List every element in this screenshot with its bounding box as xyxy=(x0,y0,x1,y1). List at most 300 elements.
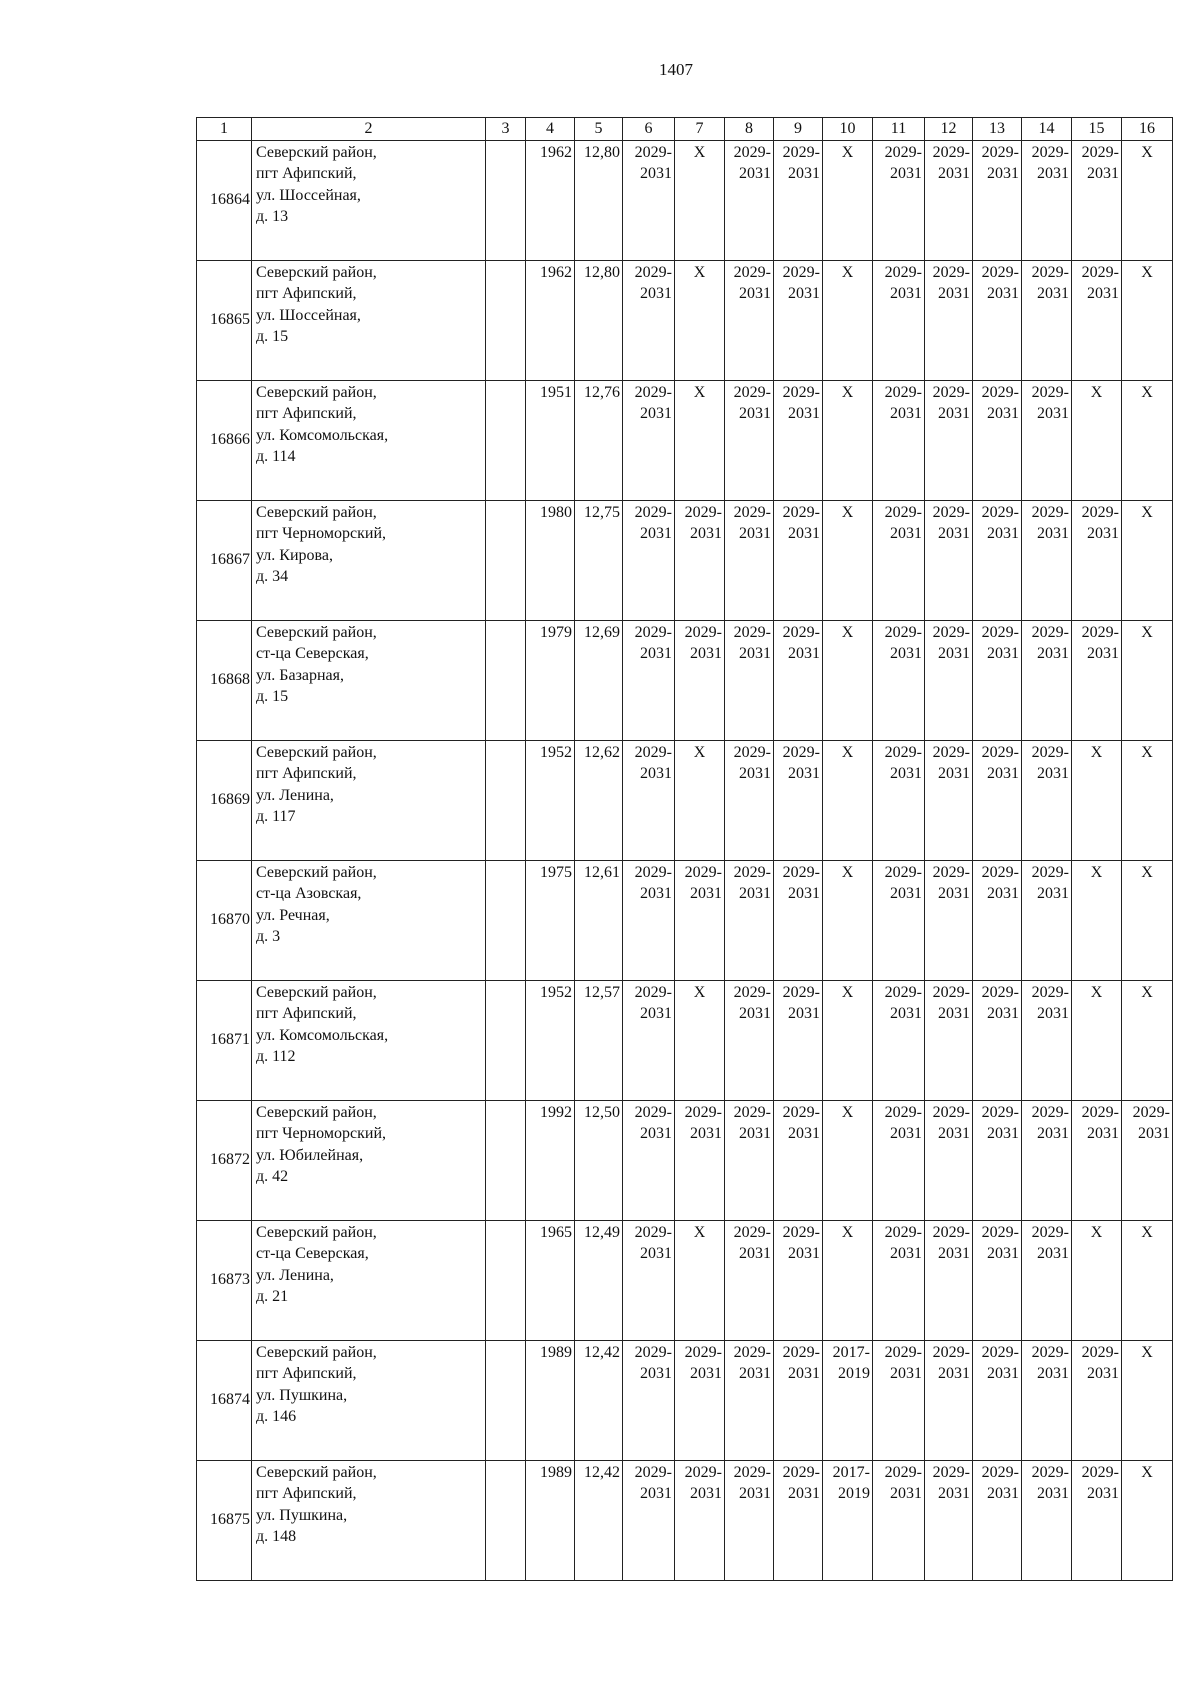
period-line: 2031 xyxy=(890,1485,922,1503)
period-cell xyxy=(774,1340,823,1460)
period-line: 2031 xyxy=(1037,525,1069,543)
period-cell xyxy=(1072,620,1122,740)
address-cell xyxy=(252,1340,486,1460)
period-line: 2031 xyxy=(690,1485,722,1503)
address-line: ст-ца Северская, xyxy=(256,645,369,663)
table-row xyxy=(197,1220,1173,1340)
period-line: 2031 xyxy=(987,285,1019,303)
column-3-cell xyxy=(486,260,526,380)
table-row xyxy=(197,380,1173,500)
period-line: 2029- xyxy=(1031,863,1069,881)
period-line: 2031 xyxy=(690,1125,722,1143)
period-line: 2029- xyxy=(884,1103,922,1121)
period-line: 2029- xyxy=(782,863,820,881)
period-cell xyxy=(774,380,823,500)
period-cell xyxy=(1022,1460,1072,1580)
year-cell: 1962 xyxy=(526,260,575,380)
value-cell: 12,80 xyxy=(575,260,623,380)
period-cell: X xyxy=(1072,980,1122,1100)
address-line: Северский район, xyxy=(256,1103,377,1121)
period-line: 2031 xyxy=(640,1005,672,1023)
period-cell: X xyxy=(1122,380,1173,500)
period-line: 2029- xyxy=(932,743,970,761)
period-cell xyxy=(774,1220,823,1340)
address-line: Северский район, xyxy=(256,743,377,761)
period-line: 2031 xyxy=(739,645,771,663)
address-line: ул. Речная, xyxy=(256,906,330,924)
column-header-2: 2 xyxy=(252,118,486,141)
period-cell xyxy=(1022,380,1072,500)
address-cell xyxy=(252,1220,486,1340)
period-line: 2029- xyxy=(684,1463,722,1481)
period-cell: X xyxy=(1122,140,1173,260)
year-cell: 1965 xyxy=(526,1220,575,1340)
period-line: 2031 xyxy=(788,285,820,303)
period-line: 2031 xyxy=(1087,285,1119,303)
period-line: 2029- xyxy=(884,383,922,401)
period-line: 2029- xyxy=(634,503,672,521)
period-line: 2031 xyxy=(1087,1125,1119,1143)
period-line: 2029- xyxy=(782,1463,820,1481)
period-line: 2029- xyxy=(1031,743,1069,761)
address-line: д. 34 xyxy=(256,568,289,586)
period-line: 2029- xyxy=(782,1103,820,1121)
column-header-6: 6 xyxy=(623,118,675,141)
period-cell xyxy=(873,1460,925,1580)
period-line: 2031 xyxy=(690,885,722,903)
address-line: ул. Шоссейная, xyxy=(256,186,361,204)
period-line: 2029- xyxy=(634,383,672,401)
period-line: 2031 xyxy=(1087,645,1119,663)
address-line: ул. Комсомольская, xyxy=(256,426,389,444)
row-number: 16868 xyxy=(197,620,252,740)
period-line: 2031 xyxy=(739,765,771,783)
period-cell xyxy=(774,980,823,1100)
period-cell xyxy=(623,980,675,1100)
row-number: 16874 xyxy=(197,1340,252,1460)
period-cell xyxy=(973,380,1022,500)
address-line: ст-ца Северская, xyxy=(256,1245,369,1263)
period-cell: X xyxy=(823,740,873,860)
period-cell xyxy=(725,740,774,860)
period-line: 2031 xyxy=(890,765,922,783)
period-line: 2031 xyxy=(987,165,1019,183)
period-line: 2029- xyxy=(1031,1463,1069,1481)
period-cell xyxy=(774,140,823,260)
column-header-12: 12 xyxy=(925,118,973,141)
period-cell xyxy=(925,380,973,500)
period-cell: X xyxy=(1122,260,1173,380)
period-cell xyxy=(925,260,973,380)
value-cell: 12,61 xyxy=(575,860,623,980)
period-cell: X xyxy=(1122,1220,1173,1340)
period-cell xyxy=(873,1220,925,1340)
period-line: 2031 xyxy=(938,1005,970,1023)
period-cell xyxy=(973,1220,1022,1340)
period-cell xyxy=(675,860,725,980)
period-line: 2031 xyxy=(1037,1245,1069,1263)
column-header-4: 4 xyxy=(526,118,575,141)
period-line: 2031 xyxy=(890,1125,922,1143)
period-cell xyxy=(873,860,925,980)
period-line: 2029- xyxy=(684,623,722,641)
address-line: Северский район, xyxy=(256,263,377,281)
row-number: 16871 xyxy=(197,980,252,1100)
period-line: 2031 xyxy=(890,1365,922,1383)
period-line: 2031 xyxy=(739,1245,771,1263)
period-cell xyxy=(873,1100,925,1220)
period-line: 2029- xyxy=(932,1343,970,1361)
period-cell xyxy=(623,860,675,980)
period-cell xyxy=(873,140,925,260)
period-cell xyxy=(973,740,1022,860)
address-line: ул. Ленина, xyxy=(256,786,334,804)
address-cell xyxy=(252,1460,486,1580)
period-cell: X xyxy=(675,260,725,380)
period-cell xyxy=(725,860,774,980)
column-header-14: 14 xyxy=(1022,118,1072,141)
table-row xyxy=(197,500,1173,620)
address-line: пгт Афипский, xyxy=(256,165,357,183)
period-line: 2029- xyxy=(981,383,1019,401)
period-cell xyxy=(925,1100,973,1220)
address-line: пгт Афипский, xyxy=(256,285,357,303)
page-number: 1407 xyxy=(659,60,693,79)
period-line: 2031 xyxy=(788,885,820,903)
period-line: 2031 xyxy=(690,645,722,663)
table-row xyxy=(197,620,1173,740)
period-line: 2029- xyxy=(634,1103,672,1121)
year-cell: 1992 xyxy=(526,1100,575,1220)
period-line: 2029- xyxy=(932,1463,970,1481)
period-cell xyxy=(675,1460,725,1580)
period-cell xyxy=(725,980,774,1100)
period-cell xyxy=(823,1340,873,1460)
period-cell xyxy=(925,1340,973,1460)
period-line: 2031 xyxy=(640,1125,672,1143)
period-cell xyxy=(725,260,774,380)
column-header-13: 13 xyxy=(973,118,1022,141)
period-cell xyxy=(925,140,973,260)
address-line: ул. Базарная, xyxy=(256,666,345,684)
period-line: 2029- xyxy=(981,1343,1019,1361)
column-header-15: 15 xyxy=(1072,118,1122,141)
address-cell xyxy=(252,140,486,260)
period-cell xyxy=(675,1100,725,1220)
period-cell: X xyxy=(1122,860,1173,980)
period-cell xyxy=(873,500,925,620)
period-line: 2029- xyxy=(684,503,722,521)
period-line: 2031 xyxy=(640,885,672,903)
period-cell xyxy=(725,140,774,260)
address-cell xyxy=(252,980,486,1100)
address-cell xyxy=(252,740,486,860)
period-line: 2031 xyxy=(987,645,1019,663)
period-line: 2031 xyxy=(987,885,1019,903)
period-line: 2031 xyxy=(739,1005,771,1023)
period-line: 2029- xyxy=(634,263,672,281)
period-line: 2029- xyxy=(782,263,820,281)
period-cell xyxy=(1022,140,1072,260)
table-row xyxy=(197,980,1173,1100)
value-cell: 12,42 xyxy=(575,1460,623,1580)
period-line: 2029- xyxy=(932,383,970,401)
period-cell: X xyxy=(823,1220,873,1340)
period-cell xyxy=(1072,260,1122,380)
column-header-11: 11 xyxy=(873,118,925,141)
period-line: 2031 xyxy=(1037,285,1069,303)
period-cell xyxy=(925,500,973,620)
period-line: 2029- xyxy=(733,863,771,881)
period-line: 2031 xyxy=(739,1485,771,1503)
period-cell: X xyxy=(823,500,873,620)
period-line: 2029- xyxy=(981,1223,1019,1241)
period-line: 2031 xyxy=(640,525,672,543)
period-line: 2031 xyxy=(1087,1365,1119,1383)
period-line: 2029- xyxy=(634,623,672,641)
period-line: 2029- xyxy=(1081,143,1119,161)
period-cell: X xyxy=(823,980,873,1100)
period-line: 2029- xyxy=(733,623,771,641)
period-line: 2031 xyxy=(890,285,922,303)
period-cell: X xyxy=(675,380,725,500)
table-row xyxy=(197,140,1173,260)
year-cell: 1952 xyxy=(526,740,575,860)
period-line: 2031 xyxy=(640,765,672,783)
period-line: 2029- xyxy=(932,263,970,281)
period-line: 2031 xyxy=(788,1125,820,1143)
address-line: пгт Афипский, xyxy=(256,405,357,423)
period-line: 2029- xyxy=(733,263,771,281)
address-line: ул. Комсомольская, xyxy=(256,1026,389,1044)
period-line: 2029- xyxy=(981,743,1019,761)
period-line: 2029- xyxy=(733,1343,771,1361)
period-line: 2029- xyxy=(634,1343,672,1361)
period-cell xyxy=(623,1220,675,1340)
period-line: 2019 xyxy=(838,1365,870,1383)
address-cell xyxy=(252,500,486,620)
period-cell xyxy=(675,500,725,620)
period-line: 2031 xyxy=(1037,645,1069,663)
period-line: 2031 xyxy=(739,525,771,543)
period-line: 2029- xyxy=(932,863,970,881)
period-line: 2029- xyxy=(932,1223,970,1241)
period-line: 2031 xyxy=(739,405,771,423)
period-line: 2029- xyxy=(884,1223,922,1241)
period-line: 2031 xyxy=(640,285,672,303)
period-line: 2031 xyxy=(788,1485,820,1503)
period-line: 2029- xyxy=(1031,983,1069,1001)
period-line: 2029- xyxy=(733,1223,771,1241)
period-cell xyxy=(725,500,774,620)
period-line: 2031 xyxy=(938,1365,970,1383)
period-line: 2029- xyxy=(884,143,922,161)
period-cell xyxy=(873,740,925,860)
period-line: 2031 xyxy=(890,525,922,543)
period-line: 2031 xyxy=(1138,1125,1170,1143)
period-cell xyxy=(1022,260,1072,380)
period-cell xyxy=(873,260,925,380)
period-line: 2031 xyxy=(890,165,922,183)
period-line: 2031 xyxy=(739,285,771,303)
address-cell xyxy=(252,620,486,740)
period-line: 2029- xyxy=(884,1463,922,1481)
period-cell xyxy=(1022,1100,1072,1220)
period-cell xyxy=(623,140,675,260)
period-line: 2029- xyxy=(1031,623,1069,641)
table-row xyxy=(197,1340,1173,1460)
period-line: 2031 xyxy=(890,645,922,663)
address-line: ул. Шоссейная, xyxy=(256,306,361,324)
period-cell xyxy=(1022,620,1072,740)
address-line: ул. Кирова, xyxy=(256,546,333,564)
period-cell xyxy=(973,620,1022,740)
period-cell: X xyxy=(1122,500,1173,620)
period-line: 2029- xyxy=(1031,503,1069,521)
period-line: 2029- xyxy=(733,1103,771,1121)
table-row xyxy=(197,1100,1173,1220)
period-line: 2029- xyxy=(1081,263,1119,281)
address-line: Северский район, xyxy=(256,383,377,401)
period-cell xyxy=(973,1460,1022,1580)
period-cell xyxy=(623,1340,675,1460)
period-cell xyxy=(1022,500,1072,620)
period-line: 2029- xyxy=(1031,263,1069,281)
period-line: 2029- xyxy=(981,143,1019,161)
period-line: 2031 xyxy=(1087,165,1119,183)
period-line: 2031 xyxy=(890,405,922,423)
period-cell xyxy=(1022,1340,1072,1460)
period-cell xyxy=(973,260,1022,380)
value-cell: 12,69 xyxy=(575,620,623,740)
period-cell xyxy=(675,620,725,740)
year-cell: 1980 xyxy=(526,500,575,620)
row-number: 16864 xyxy=(197,140,252,260)
period-line: 2031 xyxy=(938,285,970,303)
period-line: 2031 xyxy=(788,1005,820,1023)
period-line: 2029- xyxy=(1031,1103,1069,1121)
period-line: 2029- xyxy=(733,1463,771,1481)
period-line: 2029- xyxy=(684,1343,722,1361)
period-cell: X xyxy=(823,1100,873,1220)
column-header-7: 7 xyxy=(675,118,725,141)
value-cell: 12,76 xyxy=(575,380,623,500)
period-line: 2031 xyxy=(938,1485,970,1503)
value-cell: 12,50 xyxy=(575,1100,623,1220)
address-line: пгт Афипский, xyxy=(256,1485,357,1503)
period-cell: X xyxy=(675,740,725,860)
row-number: 16869 xyxy=(197,740,252,860)
period-line: 2031 xyxy=(640,165,672,183)
address-line: Северский район, xyxy=(256,143,377,161)
period-line: 2029- xyxy=(981,1103,1019,1121)
table-row xyxy=(197,260,1173,380)
value-cell: 12,57 xyxy=(575,980,623,1100)
period-cell xyxy=(725,620,774,740)
period-cell xyxy=(873,1340,925,1460)
period-cell: X xyxy=(1072,1220,1122,1340)
row-number: 16867 xyxy=(197,500,252,620)
address-line: д. 117 xyxy=(256,808,296,826)
period-cell xyxy=(1072,1100,1122,1220)
period-cell: X xyxy=(823,860,873,980)
address-cell xyxy=(252,380,486,500)
period-line: 2029- xyxy=(1031,1343,1069,1361)
period-line: 2031 xyxy=(987,765,1019,783)
period-line: 2031 xyxy=(640,1485,672,1503)
year-cell: 1975 xyxy=(526,860,575,980)
period-line: 2029- xyxy=(782,1223,820,1241)
row-number: 16865 xyxy=(197,260,252,380)
period-cell xyxy=(623,1460,675,1580)
value-cell: 12,42 xyxy=(575,1340,623,1460)
period-line: 2031 xyxy=(890,1005,922,1023)
period-line: 2031 xyxy=(788,1365,820,1383)
period-line: 2031 xyxy=(690,525,722,543)
period-cell xyxy=(973,1340,1022,1460)
column-3-cell xyxy=(486,1340,526,1460)
period-cell: X xyxy=(675,980,725,1100)
year-cell: 1989 xyxy=(526,1340,575,1460)
period-cell: X xyxy=(1122,1340,1173,1460)
period-line: 2029- xyxy=(1031,143,1069,161)
period-line: 2029- xyxy=(634,863,672,881)
period-cell xyxy=(774,1100,823,1220)
period-cell: X xyxy=(1122,620,1173,740)
period-line: 2031 xyxy=(987,1245,1019,1263)
column-3-cell xyxy=(486,860,526,980)
period-cell xyxy=(1022,740,1072,860)
period-cell xyxy=(873,620,925,740)
address-line: Северский район, xyxy=(256,863,377,881)
period-cell xyxy=(925,1220,973,1340)
period-line: 2031 xyxy=(1037,405,1069,423)
period-cell xyxy=(973,1100,1022,1220)
year-cell: 1979 xyxy=(526,620,575,740)
address-cell xyxy=(252,260,486,380)
period-cell xyxy=(1072,500,1122,620)
column-header-9: 9 xyxy=(774,118,823,141)
period-line: 2031 xyxy=(1037,885,1069,903)
period-cell: X xyxy=(675,1220,725,1340)
address-line: ул. Юбилейная, xyxy=(256,1146,364,1164)
row-number: 16873 xyxy=(197,1220,252,1340)
period-cell: X xyxy=(1072,380,1122,500)
period-line: 2031 xyxy=(938,1245,970,1263)
row-number: 16870 xyxy=(197,860,252,980)
period-line: 2029- xyxy=(981,863,1019,881)
period-cell xyxy=(873,380,925,500)
period-line: 2031 xyxy=(938,645,970,663)
period-cell: X xyxy=(1072,740,1122,860)
address-line: Северский район, xyxy=(256,623,377,641)
period-line: 2031 xyxy=(739,1125,771,1143)
period-cell xyxy=(623,620,675,740)
column-header-16: 16 xyxy=(1122,118,1173,141)
period-cell xyxy=(774,620,823,740)
period-line: 2029- xyxy=(1081,1103,1119,1121)
period-line: 2029- xyxy=(684,863,722,881)
column-3-cell xyxy=(486,1100,526,1220)
period-cell xyxy=(675,1340,725,1460)
period-cell: X xyxy=(823,380,873,500)
address-line: Северский район, xyxy=(256,1343,377,1361)
period-line: 2031 xyxy=(1037,1365,1069,1383)
period-line: 2031 xyxy=(640,405,672,423)
table-row xyxy=(197,1460,1173,1580)
period-line: 2029- xyxy=(782,623,820,641)
address-line: Северский район, xyxy=(256,983,377,1001)
